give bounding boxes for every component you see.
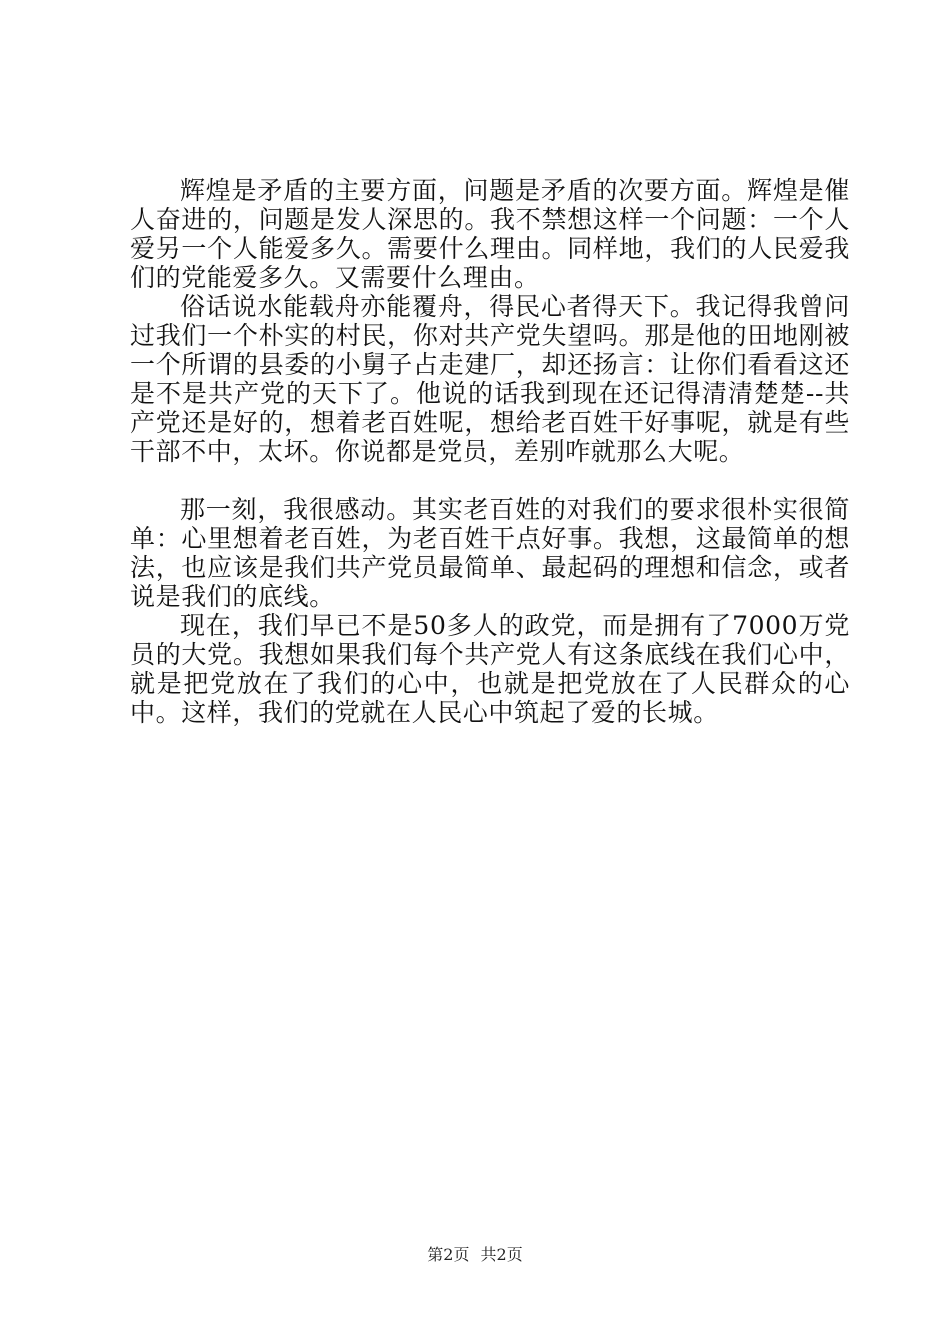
page-footer (0, 1245, 950, 1265)
document-body (130, 176, 850, 727)
paragraph-3: 那一刻，我很感动。其实老百姓的对我们的要求很朴实很简单：心里想着老百姓，为老百姓干点好事。我想，这最简单的想法，也应该是我们共产党员最简单、最起码的理想和信念，或者说是我们的底线。 (130, 495, 850, 611)
paragraph-1: 辉煌是矛盾的主要方面，问题是矛盾的次要方面。辉煌是催人奋进的，问题是发人深思的。我不禁想这样一个问题：一个人爱另一个人能爱多久。需要什么理由。同样地，我们的人民爱我们的党能爱多久。又需要什么理由。 (130, 176, 850, 292)
page-number-total: 共2页 (480, 1245, 523, 1264)
page-number-current: 第2页 (427, 1245, 470, 1264)
paragraph-2: 俗话说水能载舟亦能覆舟，得民心者得天下。我记得我曾问过我们一个朴实的村民，你对共产党失望吗。那是他的田地刚被一个所谓的县委的小舅子占走建厂，却还扬言：让你们看看这还是不是共产党的天下了。他说的话我到现在还记得清清楚楚--共产党还是好的，想着老百姓呢，想给老百姓干好事呢，就是有些干部不中，太坏。你说都是党员，差别咋就那么大呢。 (130, 292, 850, 466)
paragraph-4: 现在，我们早已不是50多人的政党，而是拥有了7000万党员的大党。我想如果我们每个共产党人有这条底线在我们心中，就是把党放在了我们的心中，也就是把党放在了人民群众的心中。这样，我们的党就在人民心中筑起了爱的长城。 (130, 611, 850, 727)
